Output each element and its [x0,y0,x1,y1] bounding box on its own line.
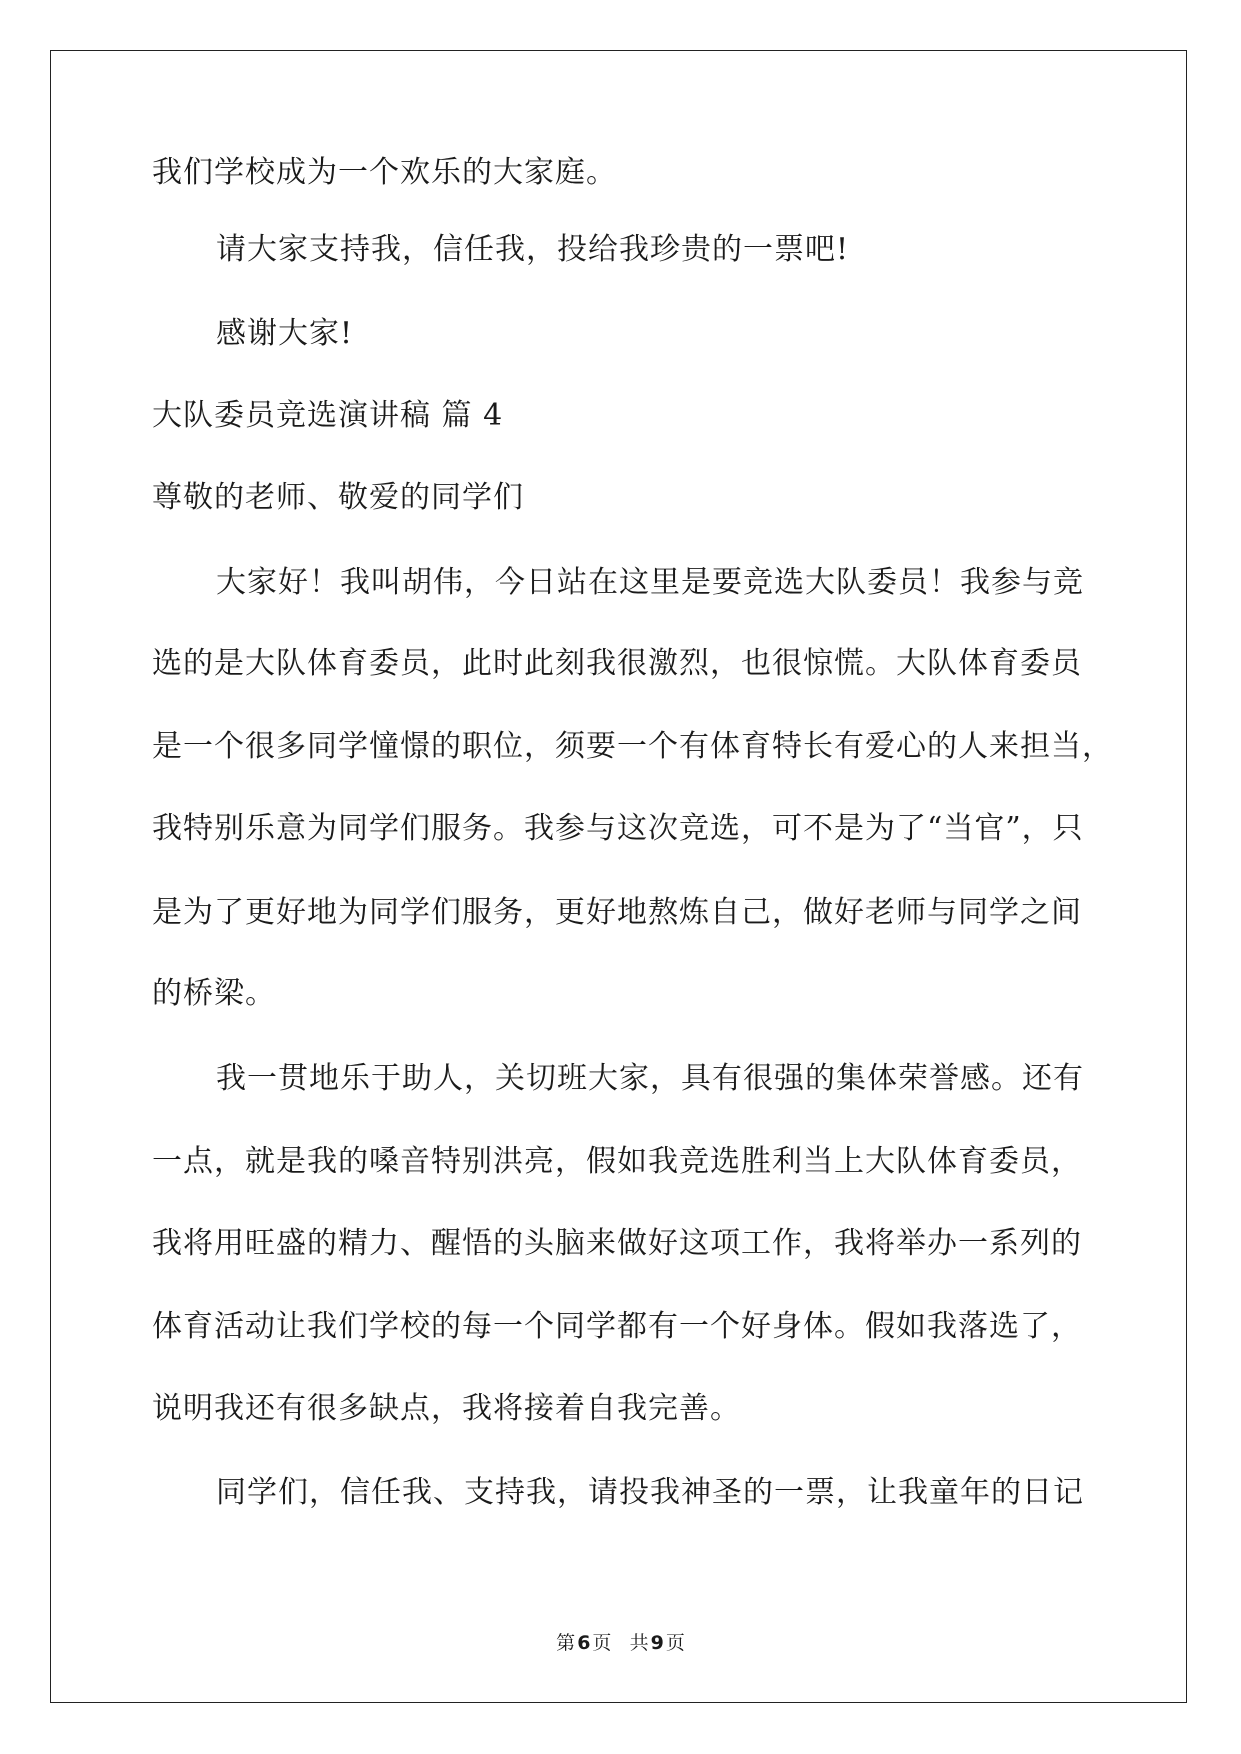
page-prefix: 第 [556,1632,576,1654]
page-current: 6 [577,1632,591,1654]
text-line: 我特别乐意为同学们服务。我参与这次竞选，可不是为了“当官”，只 [152,811,1084,846]
total-prefix: 共 [629,1632,649,1654]
text-line: 我一贯地乐于助人，关切班大家，具有很强的集体荣誉感。还有 [216,1061,1084,1096]
text-line: 同学们，信任我、支持我，请投我神圣的一票，让我童年的日记 [216,1475,1084,1510]
page-border [50,50,1187,1703]
text-line: 感谢大家! [216,316,354,351]
section-heading: 大队委员竞选演讲稿 篇 4 [152,398,504,433]
total-unit: 页 [665,1632,685,1654]
text-line: 我们学校成为一个欢乐的大家庭。 [152,155,617,190]
text-line: 我将用旺盛的精力、醒悟的头脑来做好这项工作，我将举办一系列的 [152,1226,1082,1261]
text-line: 说明我还有很多缺点，我将接着自我完善。 [152,1391,741,1426]
text-line: 选的是大队体育委员，此时此刻我很激烈，也很惊慌。大队体育委员 [152,646,1082,681]
text-line: 是为了更好地为同学们服务，更好地熬炼自己，做好老师与同学之间 [152,895,1082,930]
page-total: 9 [650,1632,664,1654]
text-line: 一点，就是我的嗓音特别洪亮，假如我竞选胜利当上大队体育委员， [152,1144,1082,1179]
page-footer [0,1632,1241,1654]
page-unit: 页 [592,1632,612,1654]
text-line: 体育活动让我们学校的每一个同学都有一个好身体。假如我落选了， [152,1309,1082,1344]
text-line: 大家好！我叫胡伟，今日站在这里是要竞选大队委员！我参与竞 [216,565,1084,600]
text-line: 的桥梁。 [152,976,276,1011]
text-line: 是一个很多同学憧憬的职位，须要一个有体育特长有爱心的人来担当， [152,729,1113,764]
text-line: 请大家支持我，信任我，投给我珍贵的一票吧! [216,232,850,267]
salutation: 尊敬的老师、敬爱的同学们 [152,480,524,515]
